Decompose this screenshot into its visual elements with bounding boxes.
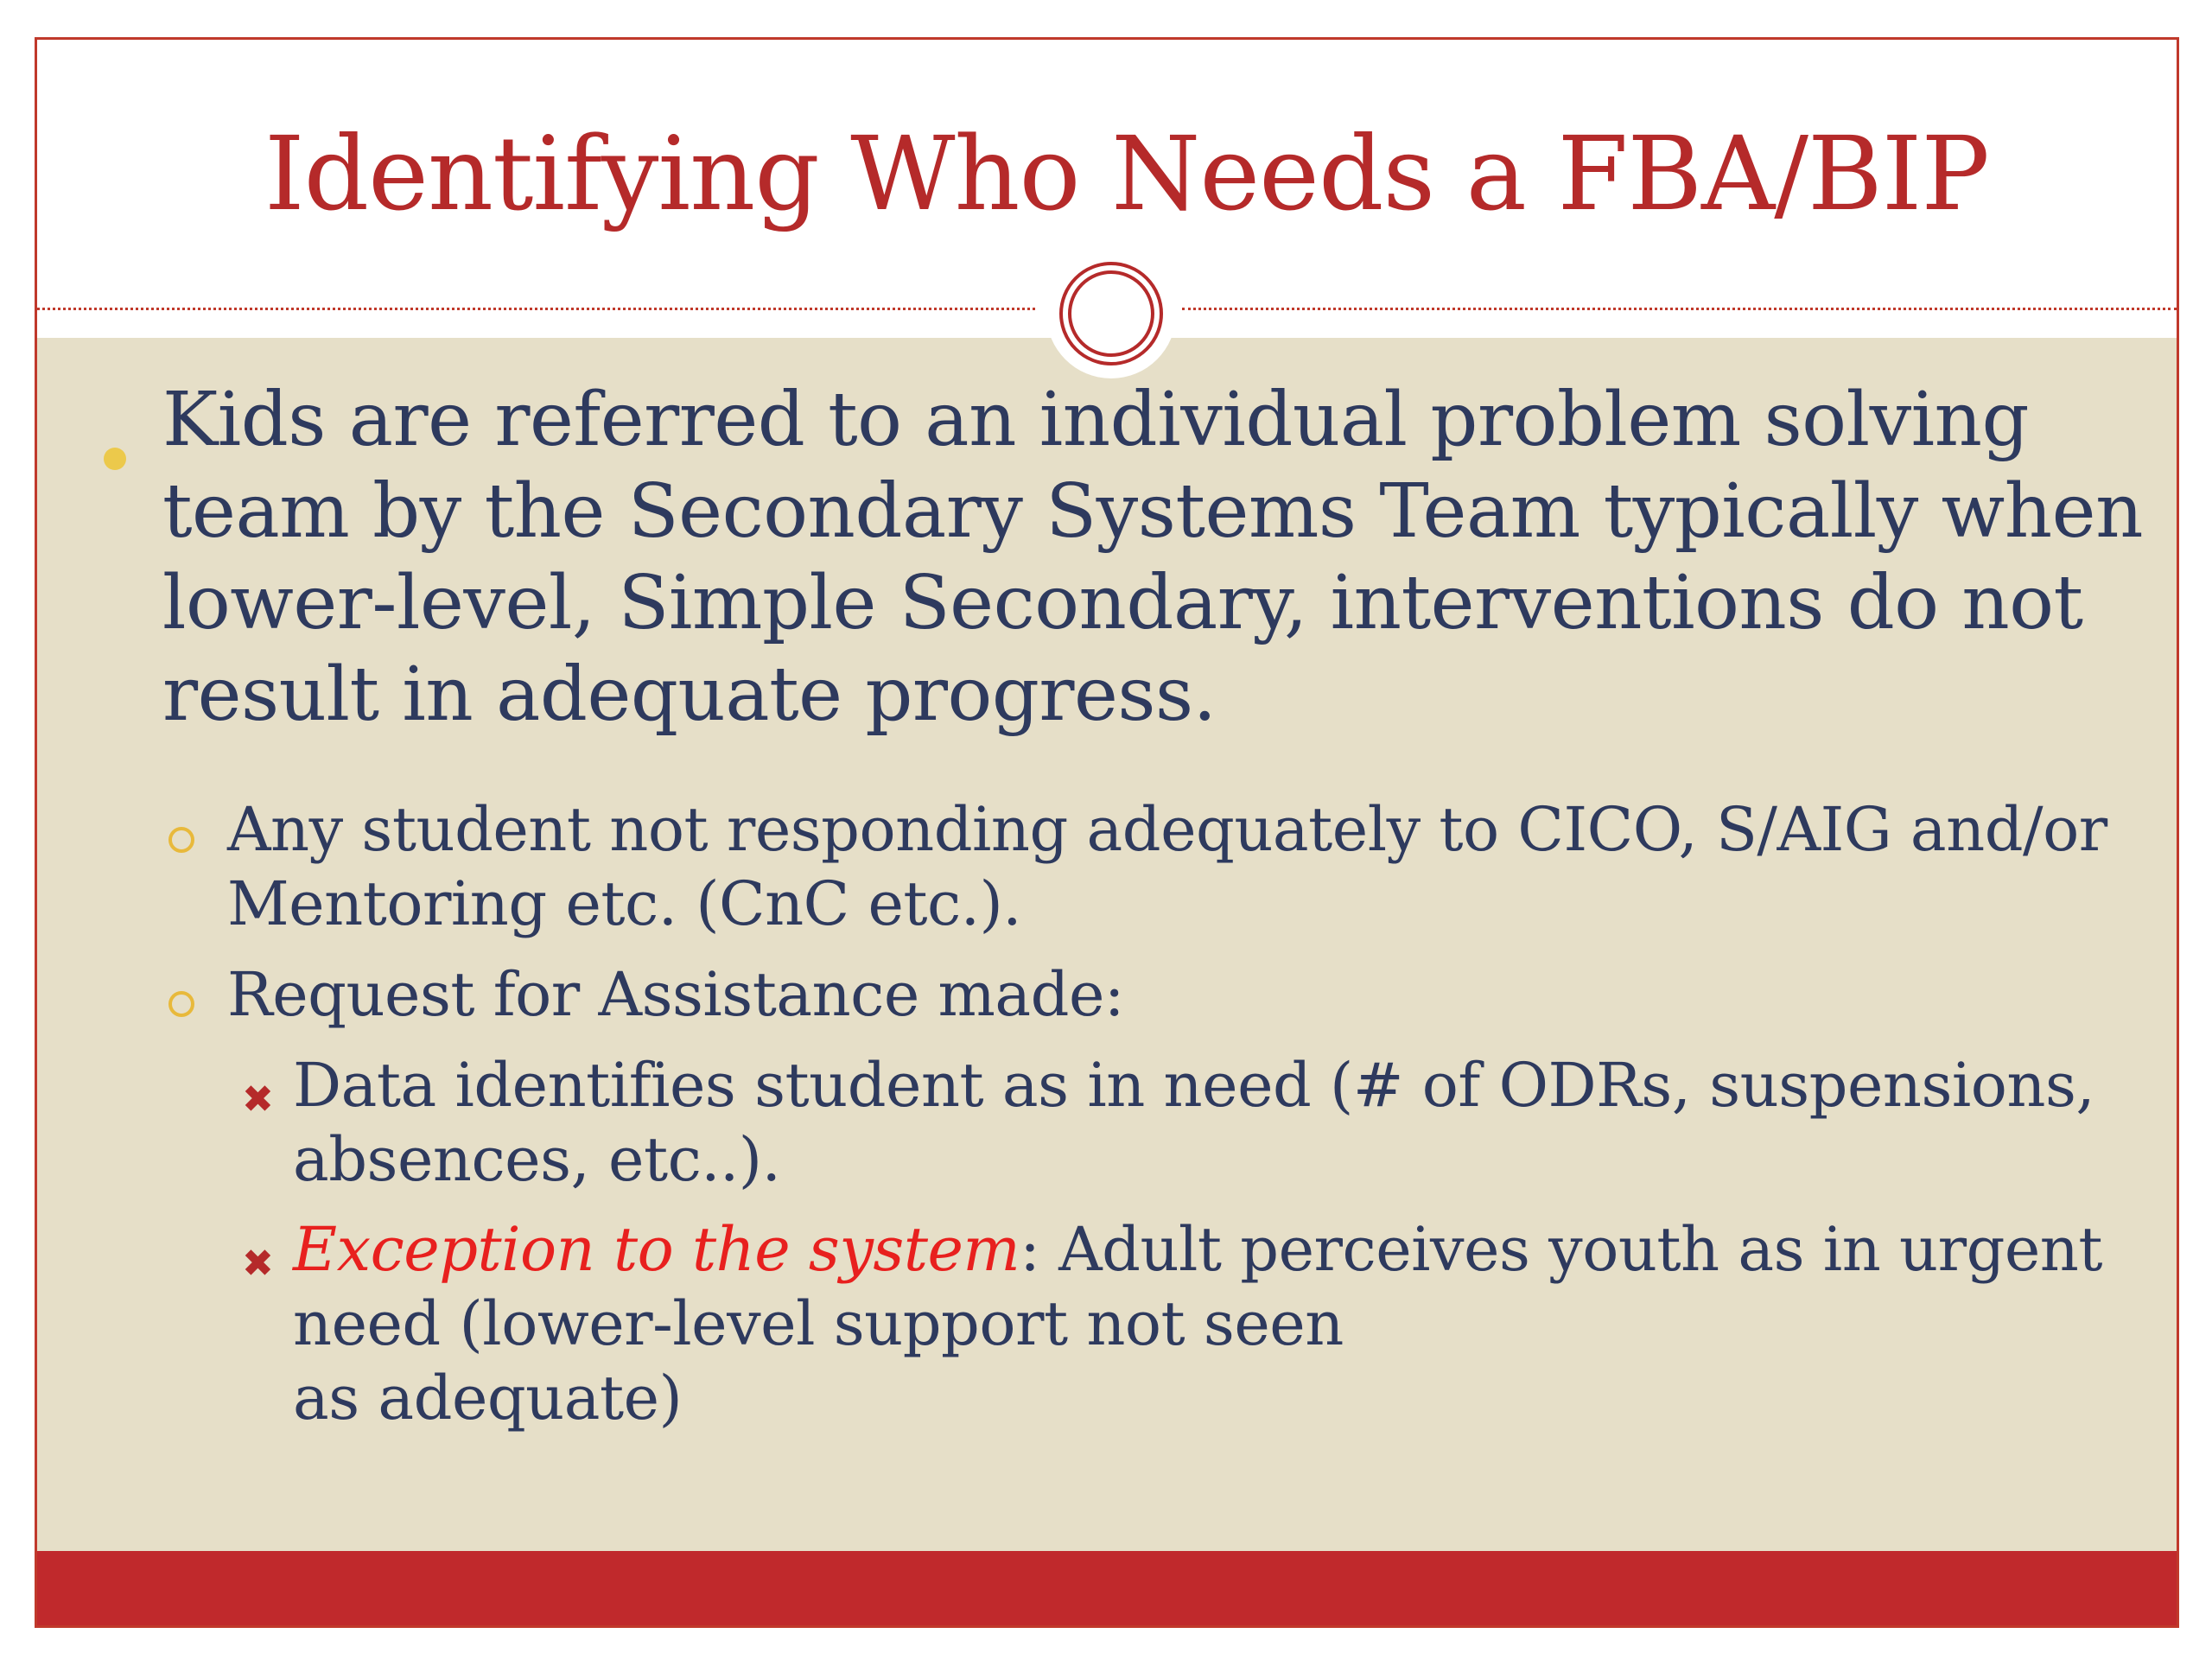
bullet-level2-cico: Any student not responding adequately to CICO, S/AIG and/or Mentoring etc. (CnC etc.). xyxy=(227,794,2107,939)
bullet-x-icon: ✖ xyxy=(242,1242,274,1286)
title-divider-left xyxy=(37,308,1035,310)
ornament-inner-ring xyxy=(1068,270,1154,357)
bullet-level3-exception xyxy=(293,1212,2159,1435)
bullet-circle-icon xyxy=(168,991,194,1017)
title-divider-right xyxy=(1182,308,2177,310)
exception-text-end: as adequate) xyxy=(293,1363,683,1433)
bullet-level1: Kids are referred to an individual problem solving team by the Secondary Systems Team typically when lower-level, Simple Secondary, interventions do not result in adequate progress. xyxy=(162,377,2143,738)
bullet-level2-request: Request for Assistance made: xyxy=(227,959,1124,1030)
exception-emphasis: Exception to the system xyxy=(293,1214,1020,1285)
circle-ornament-icon xyxy=(1046,249,1176,378)
bullet-dot-icon xyxy=(104,448,126,470)
bullet-level3-data: Data identifies student as in need (# of ODRs, suspensions, absences, etc..). xyxy=(293,1050,2095,1195)
slide xyxy=(35,37,2179,1628)
bullet-circle-icon xyxy=(168,827,194,853)
exception-text: : Adult perceives youth as in urgent need (lower-level support not seen xyxy=(293,1214,2103,1359)
slide-title: Identifying Who Needs a FBA/BIP xyxy=(264,114,1989,233)
footer-bar xyxy=(37,1551,2177,1628)
bullet-x-icon: ✖ xyxy=(242,1077,274,1122)
